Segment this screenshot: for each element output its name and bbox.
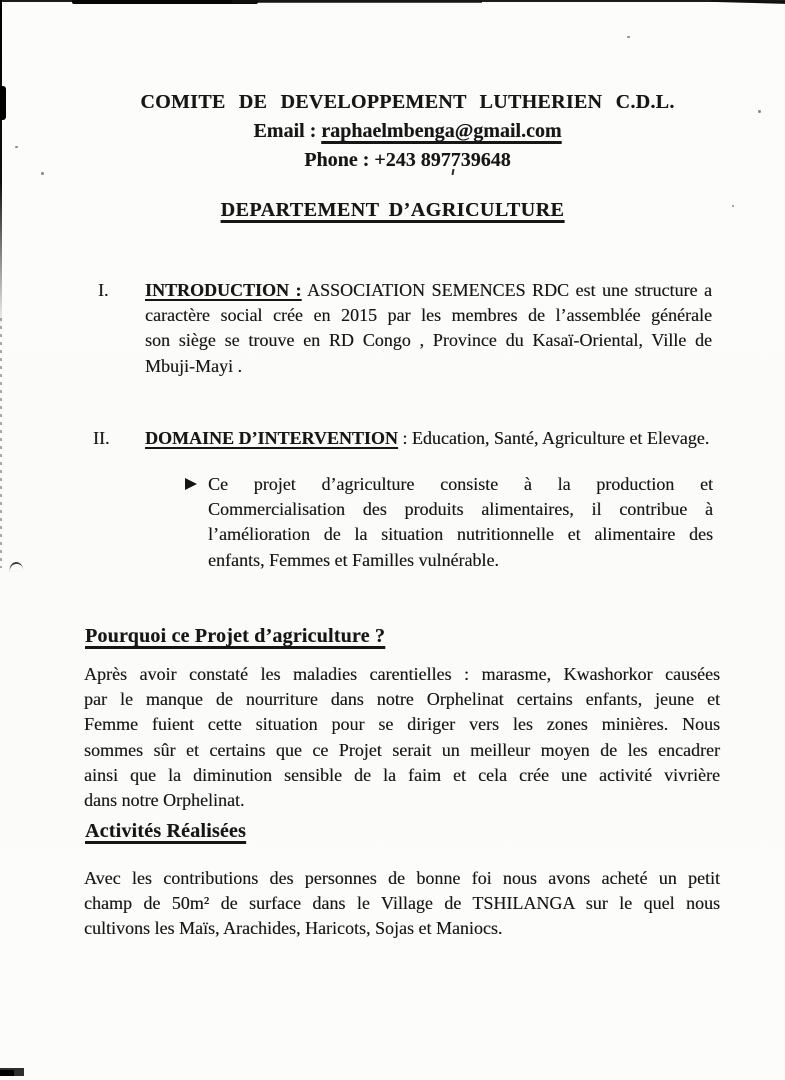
text-line: dans notre Orphelinat. xyxy=(84,790,245,811)
text-line: l’amélioration de la situation nutritionnelle et alimentaire des xyxy=(208,524,713,545)
text-line: ainsi que la diminution sensible de la faim et cela crée une activité vivrière xyxy=(84,764,720,785)
text-line: par le manque de nourriture dans notre Orphelinat certains enfants, jeune et xyxy=(84,689,720,710)
arrow-right-bullet-icon xyxy=(185,478,197,490)
activities-heading-text: Activités Réalisées xyxy=(85,820,246,842)
text-line xyxy=(145,278,712,303)
activities-heading xyxy=(85,820,246,843)
section-title: DOMAINE D’INTERVENTION xyxy=(145,428,398,448)
text-line: Commercialisation des produits alimentaires, il contribue à xyxy=(208,499,713,520)
text-line xyxy=(145,426,713,451)
why-heading-text: Pourquoi ce Projet d’agriculture ? xyxy=(85,625,386,647)
text-span: : Education, Santé, Agriculture et Elevage. xyxy=(397,428,710,448)
bullet-text xyxy=(208,472,713,573)
scan-speck xyxy=(627,36,630,38)
email-label: Email : xyxy=(253,120,317,142)
department-heading-text: DEPARTEMENT D’AGRICULTURE xyxy=(220,199,565,221)
text-line: sommes sûr et certains que ce Projet serait un meilleur moyen de les encadrer xyxy=(84,739,720,760)
text-line: son siège se trouve en RD Congo , Province du Kasaï-Oriental, Ville de xyxy=(145,330,712,351)
scan-edge-top-thick-segment xyxy=(72,0,258,4)
text-line: Femme fuient cette situation pour se diriger vers les zones minières. Nous xyxy=(84,714,720,735)
pen-squiggle-mark xyxy=(8,561,23,572)
org-name: COMITE DE DEVELOPPEMENT LUTHERIEN C.D.L. xyxy=(140,91,675,113)
scan-edge-left xyxy=(0,0,2,330)
text-line: Avec les contributions des personnes de bonne foi nous avons acheté un petit xyxy=(84,868,720,888)
text-line: caractère social crée en 2015 par les membres de l’assemblée générale xyxy=(145,305,712,326)
activities-paragraph xyxy=(84,866,720,942)
section-numeral: II. xyxy=(93,428,110,448)
text-line: cultivons les Maïs, Arachides, Haricots, Sojas et Maniocs. xyxy=(84,918,503,939)
section-domaine xyxy=(93,426,713,451)
email-line xyxy=(30,117,785,145)
scan-speck xyxy=(15,146,18,148)
scan-edge-top-right-segment xyxy=(711,0,785,4)
text-line: Après avoir constaté les maladies carentielles : marasme, Kwashorkor causées xyxy=(84,664,720,684)
section-introduction xyxy=(98,278,712,379)
scan-edge-left-blob xyxy=(0,86,6,120)
text-line: Ce projet d’agriculture consiste à la production et xyxy=(208,474,713,494)
email-address: raphaelmbenga@gmail.com xyxy=(321,120,562,142)
department-heading xyxy=(0,199,785,222)
scan-mark-bottom-left-dark xyxy=(0,1070,14,1076)
why-heading xyxy=(85,625,385,648)
scan-edge-top-mid-segment xyxy=(232,0,482,3)
phone-line: Phone : +243 897739648 xyxy=(304,149,511,171)
text-span: ASSOCIATION SEMENCES RDC est une structure a xyxy=(307,280,712,300)
section-numeral: I. xyxy=(98,280,109,300)
section-title: INTRODUCTION : xyxy=(145,280,302,300)
text-line: champ de 50m² de surface dans le Village de TSHILANGA sur le quel nous xyxy=(84,893,720,914)
scan-edge-left-faint xyxy=(0,318,2,568)
text-line: Mbuji-Mayi . xyxy=(145,355,242,376)
section-body xyxy=(145,426,713,451)
text-line: enfants, Femmes et Familles vulnérable. xyxy=(208,549,499,570)
section-body xyxy=(145,278,712,379)
bullet-item xyxy=(185,472,713,573)
why-paragraph xyxy=(84,662,720,813)
